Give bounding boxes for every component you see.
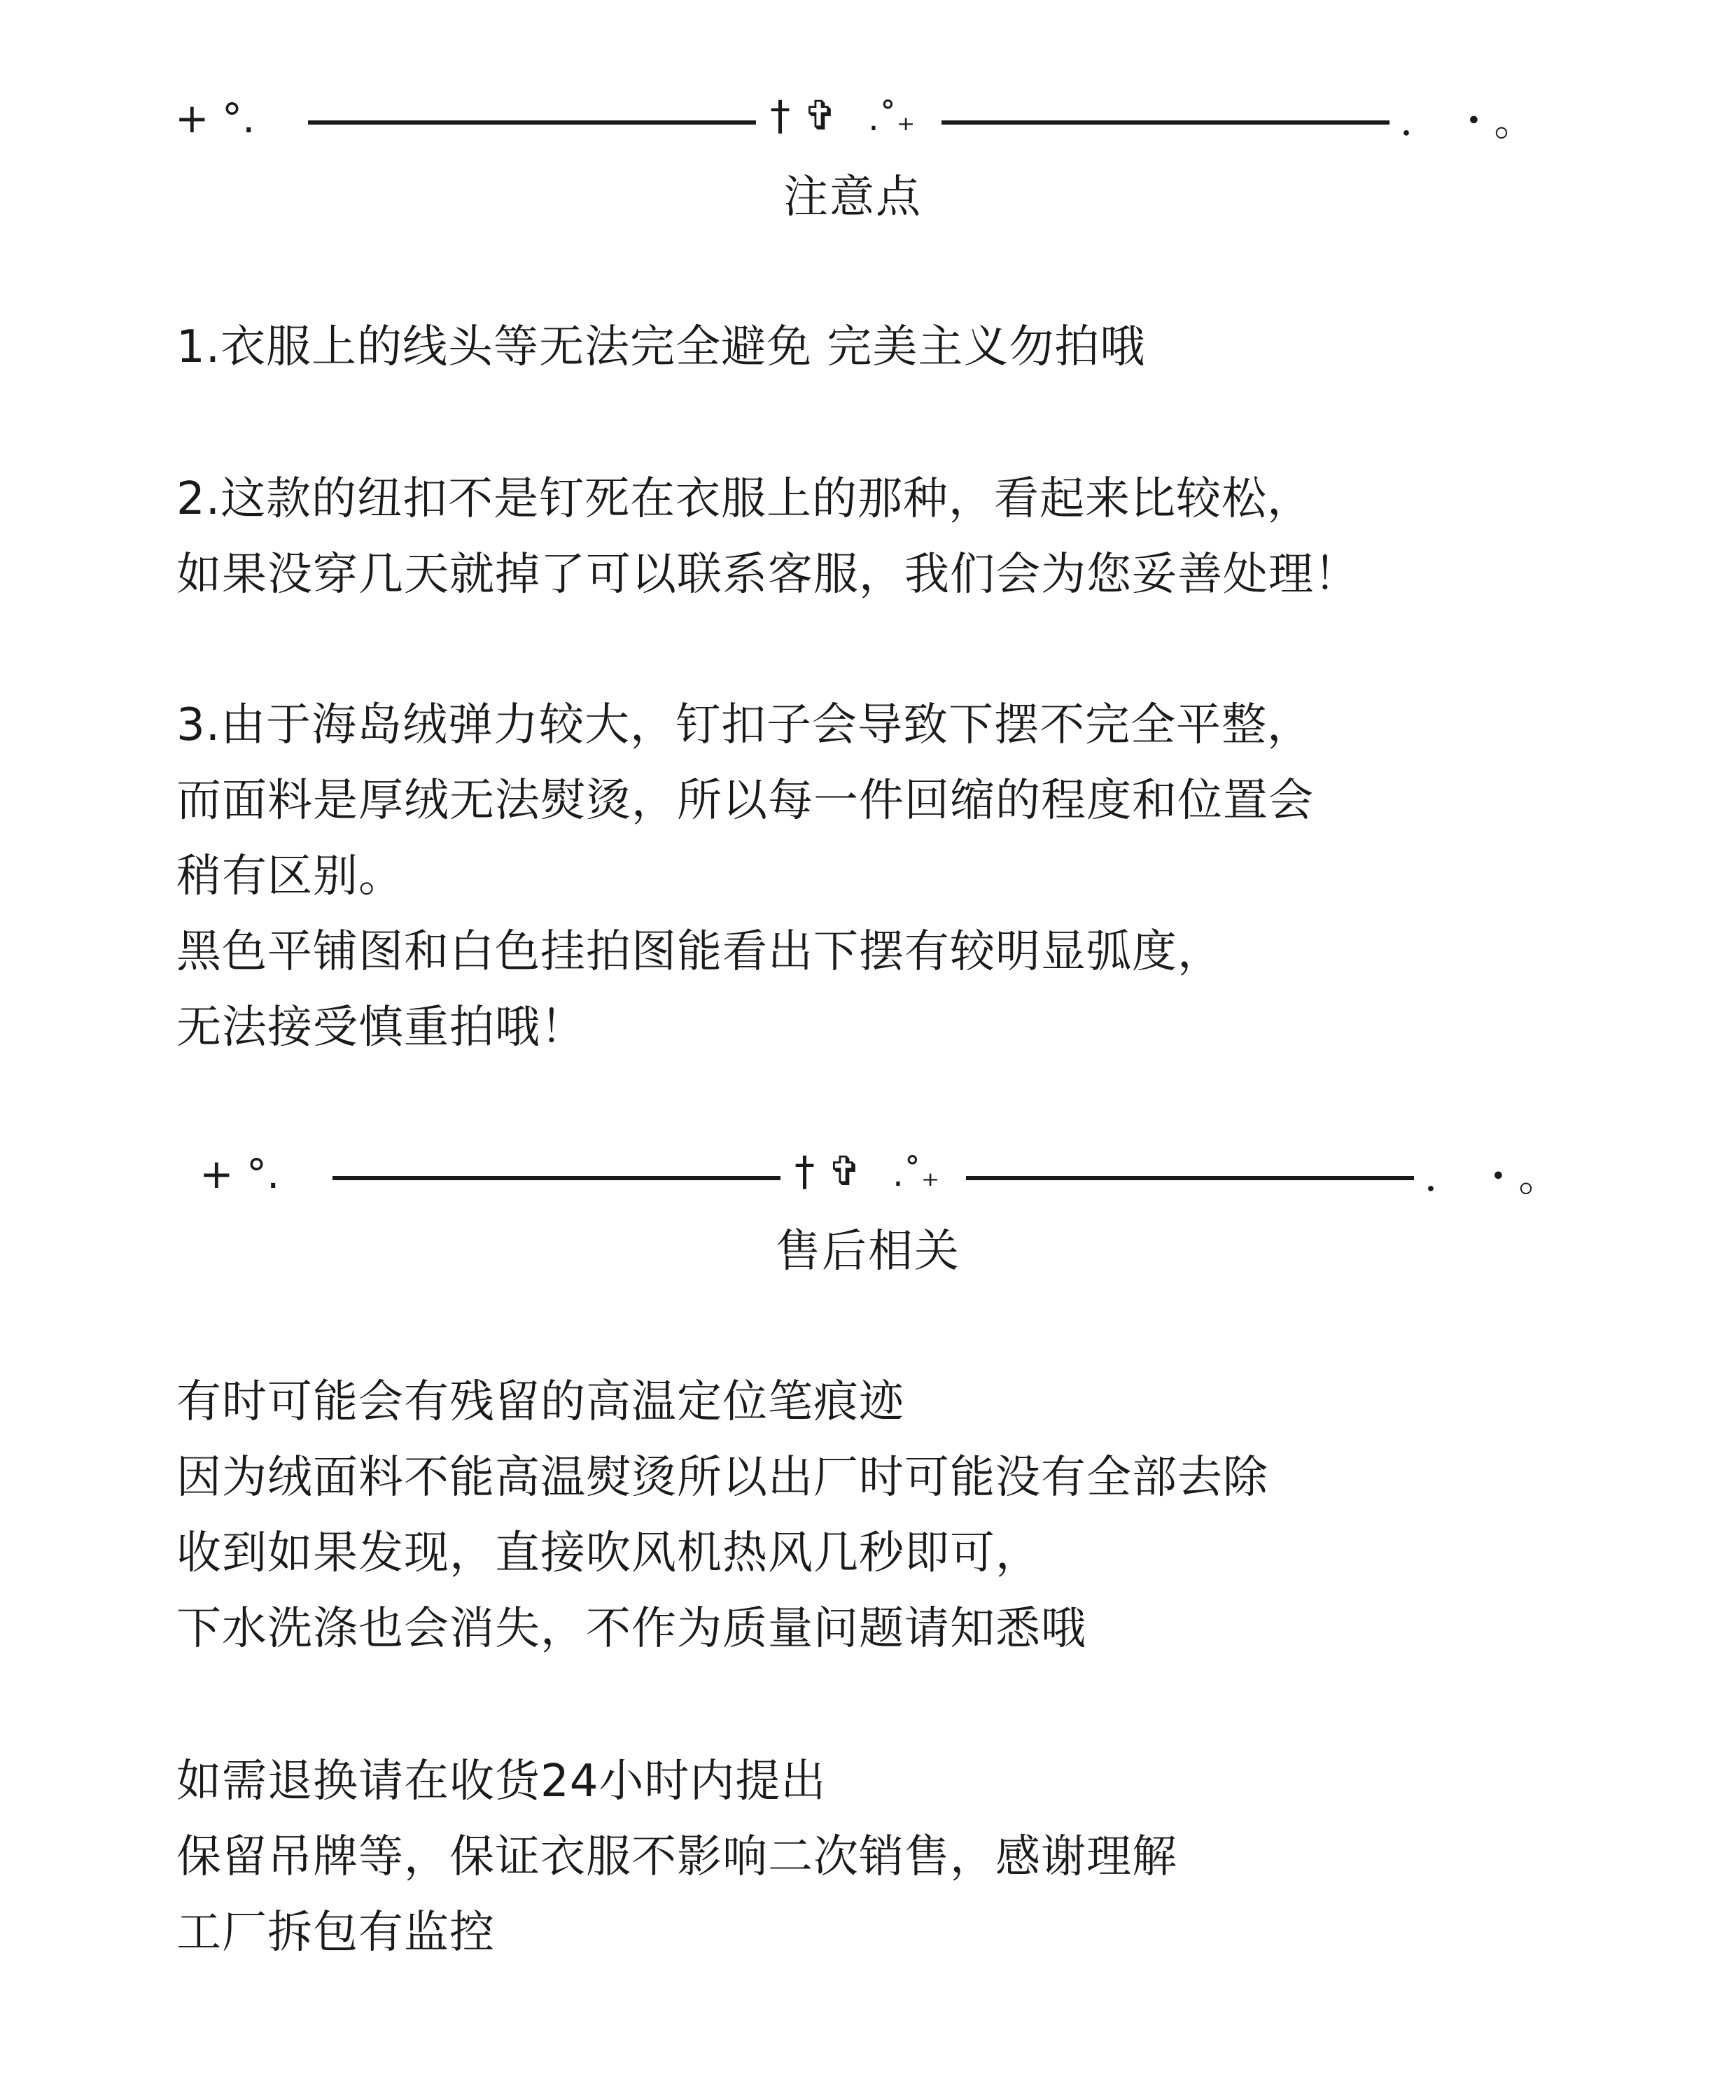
paragraph-line: 工厂拆包有监控 bbox=[176, 1907, 495, 1959]
divider-left-ornament: + °. bbox=[175, 94, 255, 142]
sparkle-ornament: .˚₊ bbox=[892, 1154, 940, 1194]
section1-title: 注意点 bbox=[783, 172, 922, 223]
section2-title: 售后相关 bbox=[776, 1226, 960, 1278]
cross-ornament: † ✞ bbox=[770, 92, 838, 139]
section2-paragraph-2 bbox=[176, 1744, 1177, 1970]
section1-paragraph-3 bbox=[176, 687, 1314, 1065]
paragraph-line: 黑色平铺图和白色挂拍图能看出下摆有较明显弧度， bbox=[176, 926, 1223, 978]
paragraph-line: 收到如果发现，直接吹风机热风几秒即可， bbox=[176, 1527, 1041, 1579]
section1-paragraph-1 bbox=[176, 309, 1145, 385]
paragraph-line: 如需退换请在收货24小时内提出 bbox=[176, 1756, 827, 1807]
divider-line-right bbox=[941, 120, 1390, 125]
section1-paragraph-2 bbox=[176, 461, 1359, 612]
paragraph-line: 而面料是厚绒无法熨烫，所以每一件回缩的程度和位置会 bbox=[176, 775, 1314, 827]
section2-paragraph-1 bbox=[176, 1364, 1268, 1667]
paragraph-line: 3.由于海岛绒弹力较大，钉扣子会导致下摆不完全平整， bbox=[176, 699, 1313, 751]
divider-line-right bbox=[966, 1176, 1414, 1180]
divider-left-ornament: + °. bbox=[200, 1150, 280, 1198]
cross-ornament: † ✞ bbox=[794, 1147, 862, 1195]
paragraph-line: 1.衣服上的线头等无法完全避免 完美主义勿拍哦 bbox=[176, 321, 1146, 373]
paragraph-line: 因为绒面料不能高温熨烫所以出厂时可能没有全部去除 bbox=[176, 1452, 1268, 1504]
paragraph-line: 无法接受慎重拍哦！ bbox=[176, 1002, 586, 1054]
divider-line-left bbox=[332, 1176, 780, 1180]
sparkle-ornament: .˚₊ bbox=[868, 98, 916, 139]
paragraph-line: 稍有区别。 bbox=[176, 850, 404, 902]
paragraph-line: 保留吊牌等，保证衣服不影响二次销售，感谢理解 bbox=[176, 1831, 1177, 1883]
divider-right-ornament: ． ・。 bbox=[1424, 1153, 1560, 1200]
section2-divider bbox=[0, 1147, 1736, 1210]
divider-line-left bbox=[308, 120, 756, 125]
section1-divider bbox=[0, 92, 1736, 154]
paragraph-line: 有时可能会有残留的高温定位笔痕迹 bbox=[176, 1376, 904, 1428]
divider-right-ornament: ． ・。 bbox=[1400, 97, 1535, 145]
paragraph-line: 下水洗涤也会消失，不作为质量问题请知悉哦 bbox=[176, 1603, 1086, 1655]
paragraph-line: 如果没穿几天就掉了可以联系客服，我们会为您妥善处理！ bbox=[176, 549, 1359, 601]
paragraph-line: 2.这款的纽扣不是钉死在衣服上的那种，看起来比较松， bbox=[176, 473, 1313, 525]
